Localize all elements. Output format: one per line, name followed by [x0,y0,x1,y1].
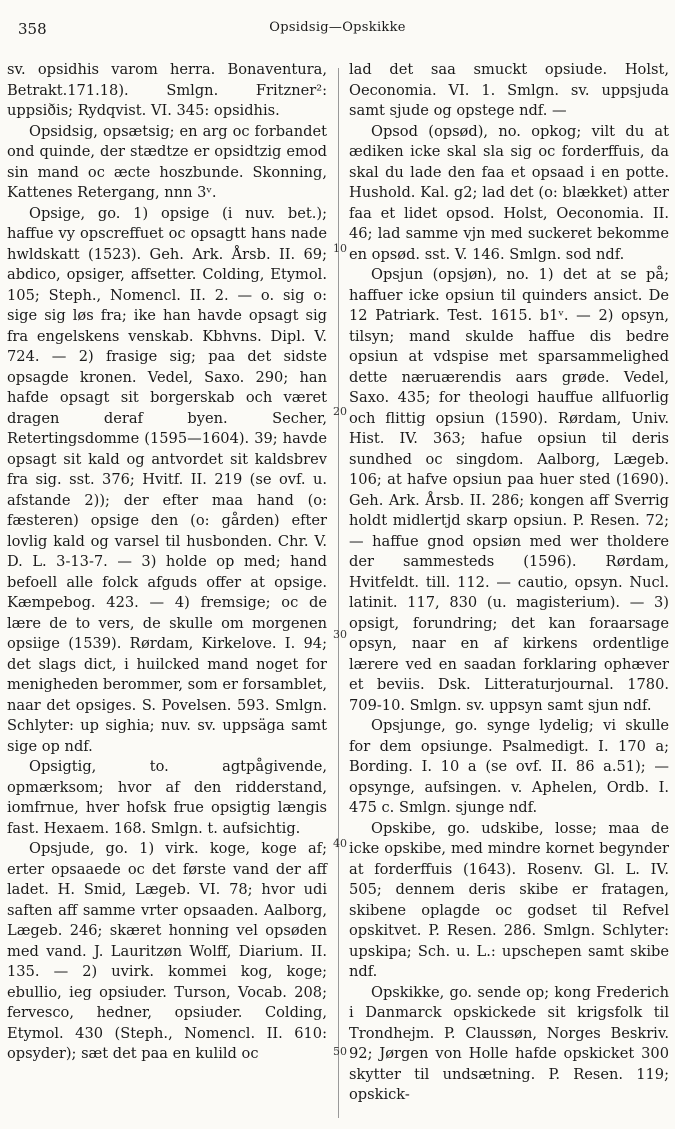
column-divider [338,68,339,1118]
line-number: 30 [333,628,347,641]
entry-opsigtig: Opsigtig, to. agtpågivende, opmærksom; hvor af den ridderstand, iomfrnue, hver hofsk frue opsigtig længis fast. Hexaem. 168. Smlgn. t. aufsichtig. [7,758,327,837]
line-number: 50 [333,1045,347,1058]
line-number: 40 [333,837,347,850]
entry-opskikke: Opskikke, go. sende op; kong Frederich i Danmarck opskickede sit krigsfolk til Trondhejm. P. Claussøn, Norges Beskriv. 92; Jørgen von Holle hafde opskicket 300 skytter til undsætning. P. Resen. 119; opskick- [349,983,669,1103]
entry-opsjude: Opsjude, go. 1) virk. koge, koge af; erter opsaaede oc det første vand der aff ladet. H. Smid, Lægeb. VI. 78; hvor udi saften aff samme vrter opsaaden. Aalborg, Lægeb. 246; skæret honning vel opsøden med vand. J. Lauritzøn Wolff, Diarium. II. 135. — 2) uvirk. kommei kog, koge; ebullio, ieg opsiuder. Turson, Vocab. 208; fervesco, hedner, opsiuder. Colding, Etymol. 430 (Steph., Nomencl. II. 610: opsyder); sæt det paa en kulild oc [7,840,327,1062]
page-header [0,20,675,42]
entry-opsige: Opsige, go. 1) opsige (i nuv. bet.); haffue vy opscreffuet oc opsagtt hans nade hwldskatt (1523). Geh. Ark. Årsb. II. 69; abdico, opsiger, affsetter. Colding, Etymol. 105; Steph., Nomencl. II. 2. — o. sig o: sige sig løs fra; ike han havde opsagt sig fra engelskens venskab. Kbhvns. Dipl. V. 724. — 2) frasige sig; paa det sidste opsagde kronen. Vedel, Saxo. 290; han hafde opsagt sit borgerskab och været dragen deraf byen. Secher, Retertingsdomme (1595—1604). 39; havde opsagt sit kald og antvordet sit kaldsbrev fra sig. sst. 376; Hvitf. II. 219 (se ovf. u. afstande 2)); der efter maa hand (o: fæsteren) opsige den (o: gården) efter lovlig kald og varsel til husbonden. Chr. V. D. L. 3-13-7. — 3) holde op med; hand befoell alle folck afguds offer at opsige. Kæmpebog. 423. — 4) fremsige; oc de lære de to vers, de skulle om morgenen opsiige (1539). Rørdam, Kirkelove. I. 94; det slags dict, i huilcked mand noget for menigheden berommer, som er forsamblet, naar det opsiges. S. Povelsen. 593. Smlgn. Schlyter: up sighia; nuv. sv. uppsäga samt sige op ndf. [7,204,327,755]
page-number: 358 [18,20,47,38]
running-head: Opsidsig—Opskikke [269,20,406,35]
line-number: 20 [333,405,347,418]
entry-opskibe: Opskibe, go. udskibe, losse; maa de icke opskibe, med mindre kornet begynder at forderffuis (1643). Rosenv. Gl. L. IV. 505; dennem deris skibe er fratagen, skibene oplagde oc godset til Refvel opskitvet. P. Resen. 286. Smlgn. Schlyter: upskipa; Sch. u. L.: upschepen samt skibe ndf. [349,819,669,980]
entry-opsjunge: Opsjunge, go. synge lydelig; vi skulle for dem opsiunge. Psalmedigt. I. 170 a; Bording. I. 10 a (se ovf. II. 86 a.51); — opsynge, aufsingen. v. Aphelen, Ordb. I. 475 c. Smlgn. sjunge ndf. [349,717,669,816]
left-column [7,60,327,1065]
line-number: 10 [333,242,347,255]
entry-opsod: Opsod (opsød), no. opkog; vilt du at ædiken icke skal sla sig oc forderffuis, da skal du lade den faa et opsaad i en potte. Hushold. Kal. g2; lad det (o: blækket) atter faa et lidet opsod. Holst, Oeconomia. II. 46; lad samme vjn med suckeret bekomme en opsød. sst. V. 146. Smlgn. sod ndf. [349,122,669,263]
right-column [349,60,669,1106]
entry-continuation: lad det saa smuckt opsiude. Holst, Oeconomia. VI. 1. Smlgn. sv. uppsjuda samt sjude og opstege ndf. — [349,61,669,119]
entry-opsjun: Opsjun (opsjøn), no. 1) det at se på; haffuer icke opsiun til quinders ansict. De 12 Patriark. Test. 1615. b1ᵛ. — 2) opsyn, tilsyn; mand skulde haffue dis bedre opsiun at vdspise met sparsammelighed dette næruærendis aars grøde. Vedel, Saxo. 435; for theologi hauffue allfuorlig och flittig opsiun (1590). Rørdam, Univ. Hist. IV. 363; hafue opsiun til deris sundhed oc singdom. Aalborg, Lægeb. 106; at hafve opsiun paa huer sted (1690). Geh. Ark. Årsb. II. 286; kongen aff Sverrig holdt midlertjd skarp opsiun. P. Resen. 72; — haffue gnod opsiøn med wer tholdere der sammesteds (1596). Rørdam, Hvitfeldt. till. 112. — cautio, opsyn. Nucl. latinit. 117, 830 (u. magisterium). — 3) opsigt, forundring; det kan foraarsage opsyn, naar en af kirkens ordentlige lærere ved en saadan forklaring ophæver et beviis. Dsk. Litteraturjournal. 1780. 709-10. Smlgn. sv. uppsyn samt sjun ndf. [349,266,669,714]
entry-opsidsig: Opsidsig, opsætsig; en arg oc forbandet ond quinde, der stædtze er opsidtzig emod sin mand oc æcte hoszbunde. Skonning, Kattenes Retergang, nnn 3ᵛ. [7,122,327,201]
entry-continuation: sv. opsidhis varom herra. Bonaventura, Betrakt.171.18). Smlgn. Fritzner²: uppsiðis; Rydqvist. VI. 345: opsidhis. [7,61,327,119]
